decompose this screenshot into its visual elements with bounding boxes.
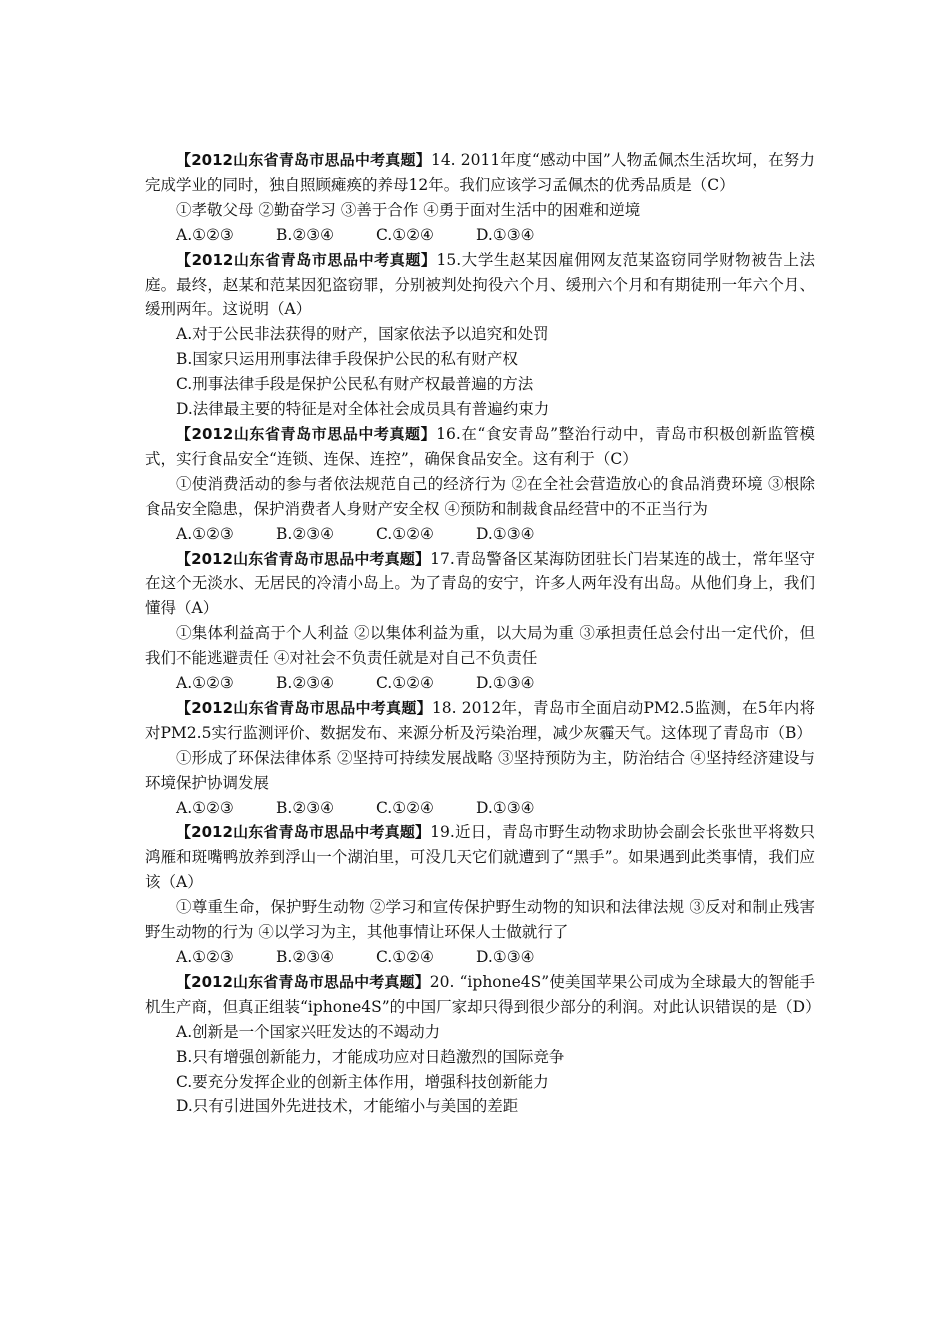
source-tag: 【2012山东省青岛市思品中考真题】 — [176, 823, 431, 842]
question-stem: 【2012山东省青岛市思品中考真题】19.近日，青岛市野生动物求助协会副会长张世平将数只鸿雁和斑嘴鸭放养到浮山一个湖泊里，可没几天它们就遭到了“黑手”。如果遇到此类事情，我们应该（A） — [145, 823, 815, 892]
question-stem: 【2012山东省青岛市思品中考真题】15.大学生赵某因雇佣网友范某盗窃同学财物被告上法庭。最终，赵某和范某因犯盗窃罪，分别被判处拘役六个月、缓刑六个月和有期徒刑一年六个月、缓刑两年。这说明（A） — [145, 250, 816, 319]
question-14 — [145, 148, 815, 248]
statement-items: ①使消费活动的参与者依法规范自己的经济行为 ②在全社会营造放心的食品消费环境 ③根除食品安全隐患，保护消费者人身财产安全权 ④预防和制裁食品经营中的不正当行为 — [145, 474, 815, 518]
option-c: C.①②④ — [376, 674, 434, 693]
option-d: D.①③④ — [476, 798, 535, 817]
question-stem: 【2012山东省青岛市思品中考真题】18. 2012年，青岛市全面启动PM2.5监测，在5年内将对PM2.5实行监测评价、数据发布、来源分析及污染治理，减少灰霾天气。这体现了青岛市（B） — [145, 698, 815, 742]
option-a: A.①②③ — [176, 798, 234, 817]
statement-items: ①尊重生命，保护野生动物 ②学习和宣传保护野生动物的知识和法律法规 ③反对和制止残害野生动物的行为 ④以学习为主，其他事情让环保人士做就行了 — [145, 898, 815, 942]
source-tag: 【2012山东省青岛市思品中考真题】 — [176, 250, 437, 269]
answer-options — [176, 223, 815, 248]
option-d: D.①③④ — [476, 948, 535, 966]
option-d: D.①③④ — [476, 225, 535, 244]
question-19 — [145, 820, 815, 969]
option-c: C.①②④ — [376, 948, 434, 966]
option-a: A.①②③ — [176, 524, 234, 543]
option-d: D.①③④ — [476, 674, 535, 693]
choice-a: A.创新是一个国家兴旺发达的不竭动力 — [176, 1022, 441, 1041]
answer-options — [176, 796, 815, 821]
question-15 — [145, 248, 815, 422]
answer-options — [176, 945, 815, 970]
choice-c: C.刑事法律手段是保护公民私有财产权最普遍的方法 — [176, 375, 534, 394]
question-stem: 【2012山东省青岛市思品中考真题】20. “iphone4S”使美国苹果公司成为全球最大的智能手机生产商，但真正组装“iphone4S”的中国厂家却只得到很少部分的利润。对此认识错误的是（D） — [145, 972, 821, 1016]
source-tag: 【2012山东省青岛市思品中考真题】 — [176, 424, 437, 443]
question-stem: 【2012山东省青岛市思品中考真题】17.青岛警备区某海防团驻长门岩某连的战士，常年坚守在这个无淡水、无居民的冷清小岛上。为了青岛的安宁，许多人两年没有出岛。从他们身上，我们懂得（A） — [145, 549, 815, 618]
document-page — [145, 148, 821, 1119]
source-tag: 【2012山东省青岛市思品中考真题】 — [176, 151, 431, 169]
source-tag: 【2012山东省青岛市思品中考真题】 — [176, 549, 431, 568]
option-b: B.②③④ — [276, 798, 335, 817]
question-16 — [145, 422, 815, 547]
option-c: C.①②④ — [376, 524, 434, 543]
option-a: A.①②③ — [176, 674, 234, 693]
choice-d: D.只有引进国外先进技术，才能缩小与美国的差距 — [176, 1097, 519, 1116]
question-18 — [145, 696, 815, 821]
question-17 — [145, 547, 815, 696]
choice-a: A.对于公民非法获得的财产，国家依法予以追究和处罚 — [176, 325, 549, 344]
answer-options — [176, 522, 815, 547]
answer-options — [176, 671, 815, 696]
statement-items: ①孝敬父母 ②勤奋学习 ③善于合作 ④勇于面对生活中的困难和逆境 — [176, 200, 641, 219]
statement-items: ①形成了环保法律体系 ②坚持可持续发展战略 ③坚持预防为主，防治结合 ④坚持经济建设与环境保护协调发展 — [145, 748, 815, 792]
source-tag: 【2012山东省青岛市思品中考真题】 — [176, 698, 432, 717]
option-a: A.①②③ — [176, 948, 234, 966]
option-b: B.②③④ — [276, 524, 335, 543]
choice-d: D.法律最主要的特征是对全体社会成员具有普遍约束力 — [176, 400, 550, 419]
choice-b: B.国家只运用刑事法律手段保护公民的私有财产权 — [176, 350, 518, 369]
choice-b: B.只有增强创新能力，才能成功应对日趋激烈的国际竞争 — [176, 1047, 565, 1066]
question-stem: 【2012山东省青岛市思品中考真题】16.在“食安青岛”整治行动中，青岛市积极创新监管模式，实行食品安全“连锁、连保、连控”，确保食品安全。这有利于（C） — [145, 424, 816, 468]
option-c: C.①②④ — [376, 225, 434, 244]
statement-items: ①集体利益高于个人利益 ②以集体利益为重，以大局为重 ③承担责任总会付出一定代价，但我们不能逃避责任 ④对社会不负责任就是对自己不负责任 — [145, 624, 815, 668]
option-c: C.①②④ — [376, 798, 434, 817]
choice-c: C.要充分发挥企业的创新主体作用，增强科技创新能力 — [176, 1072, 549, 1091]
option-d: D.①③④ — [476, 524, 535, 543]
question-stem: 【2012山东省青岛市思品中考真题】14. 2011年度“感动中国”人物孟佩杰生活坎坷，在努力完成学业的同时，独自照顾瘫痪的养母12年。我们应该学习孟佩杰的优秀品质是（C） — [145, 151, 816, 194]
option-a: A.①②③ — [176, 225, 234, 244]
option-b: B.②③④ — [276, 948, 335, 966]
question-20 — [145, 970, 821, 1119]
option-b: B.②③④ — [276, 674, 335, 693]
option-b: B.②③④ — [276, 225, 335, 244]
source-tag: 【2012山东省青岛市思品中考真题】 — [176, 972, 430, 991]
